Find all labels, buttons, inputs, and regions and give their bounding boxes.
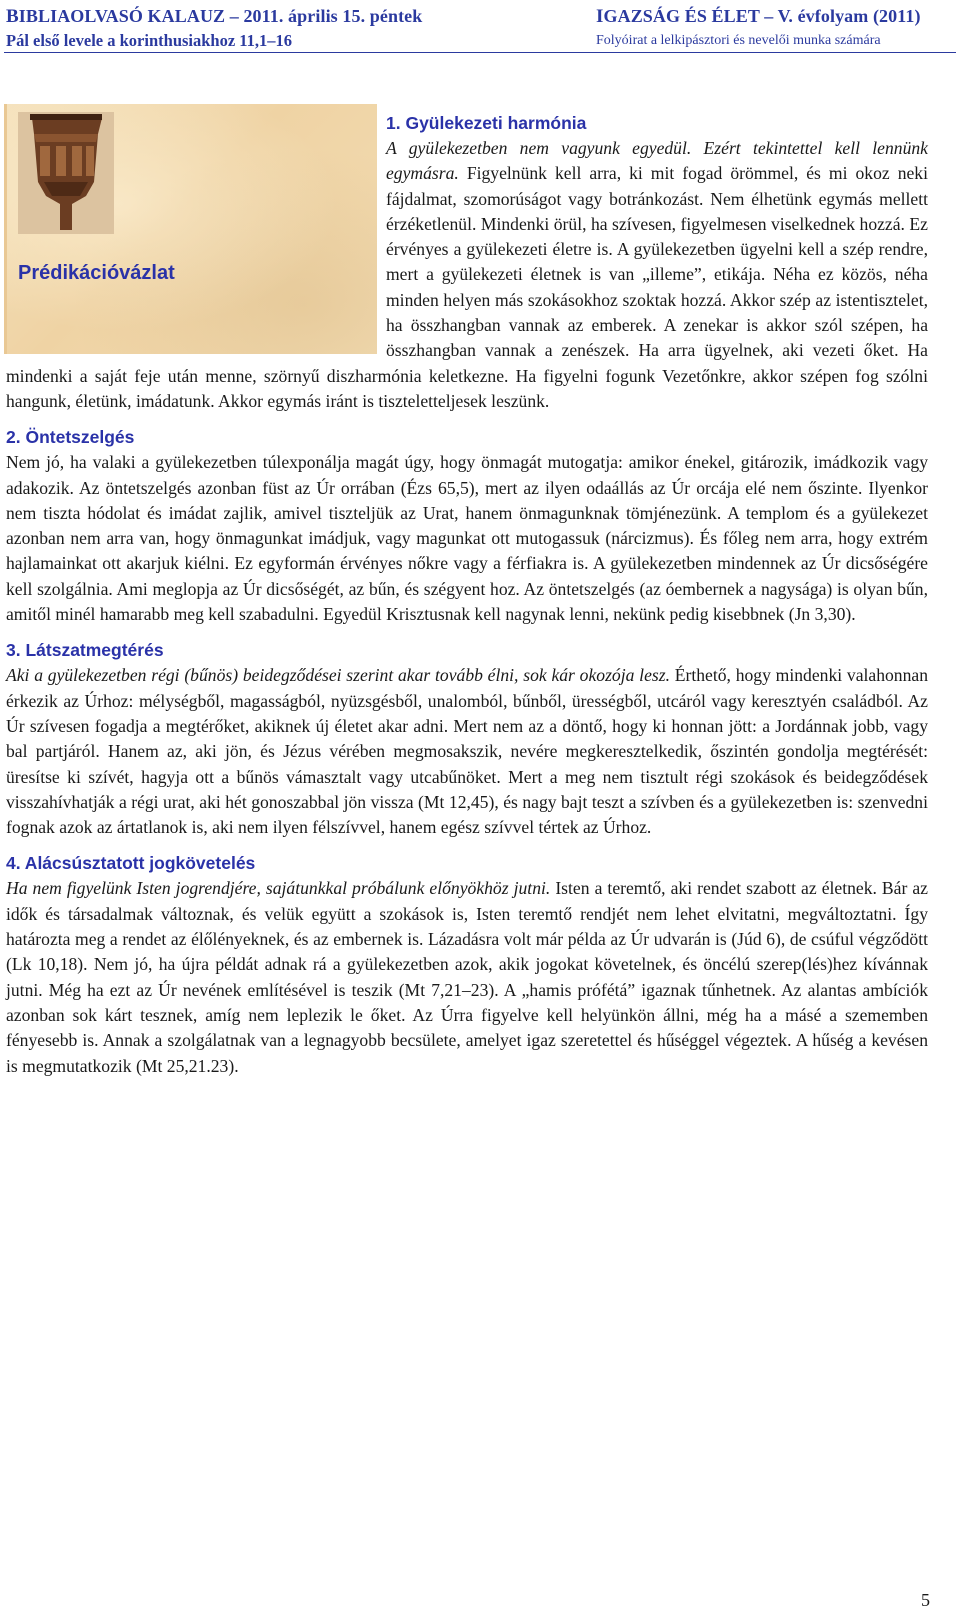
page-header <box>0 0 960 58</box>
page-number: 5 <box>921 1590 930 1610</box>
section-4-title: 4. Alácsúsztatott jogkövetelés <box>6 853 256 874</box>
journal-title: IGAZSÁG ÉS ÉLET – V. évfolyam (2011) <box>596 6 921 27</box>
section-3-text: Érthető, hogy mindenki valahonnan érkezik az Úrhoz: mélységből, magasságból, nyüzsgésből, unalomból, bűnből, ürességből, utcáról vagy keresztyén családból. Az Úr szívesen fogadja a megtérőket, akiknek új életet akar adni. Mert nem az a döntő, hogy ki honnan jött: a Jordánnak jobb, vagy bal partjáról. Hanem az, aki jön, és Jézus vérében megmosakszik, nevére megkeresztelkedik, őszintén gondolja megtérését: üresítse ki szívét, hagyja ott a bűnös vámasztalt vagy utcabűnöket. Mert a meg nem tisztult régi szokások és beidegződések visszahívhatják a régi urat, aki hét gonoszabbal jön vissza (Mt 12,45), és nagy bajt teszt a szívben és a gyülekezetben is: szenvedni fognak azok az ártatlanok is, aki nem ilyen félszívvel, hanem egész szívvel tértek az Úrhoz. <box>6 665 928 838</box>
section-1-lead: A gyülekezetben nem vagyunk egyedül. Ezért tekintettel kell lennünk egymásra. <box>386 138 928 184</box>
header-right <box>596 4 956 52</box>
journal-subtitle: Folyóirat a lelkipásztori és nevelői munka számára <box>596 33 881 48</box>
section-1-text: Figyelnünk kell arra, ki mit fogad örömmel, és mi okoz neki fájdalmat, szomorúságot vagy botránkozást. Nem élhetünk egymás mellett érzéketlenül. Mindenki örül, ha szívesen, figyelmesen viselkednek hozzá. Ez érvényes a gyülekezeti életre is. A gyülekezetben ügyelni kell a szép rendre, mert a gyülekezeti életnek is van „illeme”, etikája. Néha ez közös, néha minden helyen más szokásokhoz szoktak hozzá. Akkor szép az istentisztelet, ha összhangban vannak az emberek. A zenekar is akkor szól szépen, ha összhangban vannak a zenészek. Ha arra ügyelnek, aki vezeti őket. Ha mindenki a saját feje után menne, szörnyű diszharmónia keletkezne. Ha figyelni fogunk Vezetőnkre, akkor szépen fog szólni hangunk, életünk, imádatunk. Akkor egymás iránt is tiszteletteljesek leszünk. <box>6 163 928 411</box>
publication-title: BIBLIAOLVASÓ KALAUZ – 2011. április 15. péntek <box>6 6 423 27</box>
section-2-paragraph <box>6 450 928 627</box>
section-4-paragraph <box>6 876 928 1078</box>
sermon-outline-label: Prédikációvázlat <box>18 262 175 284</box>
section-4-lead: Ha nem figyelünk Isten jogrendjére, sajátunkkal próbálunk előnyökhöz jutni. <box>6 878 551 899</box>
section-2-text: Nem jó, ha valaki a gyülekezetben túlexponálja magát úgy, hogy önmagát mutogatja: amikor énekel, gitározik, imádkozik vagy adakozik. Az öntetszelgés azonban füst az Úr orrában (Ézs 65,5), mert az ilyen odaállás az Úr orcája elé nem őszinte. Ilyenkor nem tiszta hódolat és imádat zajlik, amivel tiszteljük az Urat, hanem önmagunknak tömjénezünk. A templom és a gyülekezet azonban nem arra van, hogy önmagunkat imádjuk, vagy magunkat ott mutogassuk (nárcizmus). És főleg nem arra, hogy extrém hajlamainkat ott akarjuk kiélni. Ez egyformán érvényes nőkre vagy a férfiakra is. A gyülekezetben mindennek az Úr dicsőségére kell szolgálnia. Ami meglopja az Úr dicsőségét, az bűn, és szégyent hoz. Az öntetszelgés (az óembernek a nagysága) is olyan bűn, amitől minél hamarabb meg kell szabadulni. Egyedül Krisztusnak kell nagynak lenni, nekünk pedig kisebbnek (Jn 3,30). <box>6 452 928 625</box>
bible-passage: Pál első levele a korinthusiakhoz 11,1–16 <box>6 31 293 50</box>
section-1-title: 1. Gyülekezeti harmónia <box>386 113 587 133</box>
header-left <box>6 4 476 52</box>
article-body <box>6 110 928 1079</box>
section-gap <box>6 627 928 637</box>
section-3-paragraph <box>6 663 928 840</box>
section-2-title: 2. Öntetszelgés <box>6 427 135 448</box>
section-gap <box>6 840 928 850</box>
section-4-text: Isten a teremtő, aki rendet szabott az életnek. Bár az idők és társadalmak változnak, és velük együtt a szokások is, Isten teremtő rendjét nem lehet elvitatni, megváltoztatni. Így határozta meg a rendet az élőlényeknek, és az embernek is. Lázadásra volt már példa az Úr udvarán is (Júd 6), de csúful végződött (Lk 10,18). Nem jó, ha újra példát adnak rá a gyülekezetben azok, akik jogokat követelnek, és öncélú szerep(lés)hez kívánnak jutni. Még ha ezt az Úr nevének említésével is teszik (Mt 7,21–23). A „hamis prófétá” igaznak tűnhetnek. Az alantas ambíciók azonban sok kárt tesznek, amíg nem leplezik le őket. Az Úrra figyelve kell helyünkön állni, még ha a másé a szememben fényesebb is. Annak a szolgálatnak van a legnagyobb becsülete, amelyet igaz szeretettel és hűséggel végeztek. A hűség a kevésen is megmutatkozik (Mt 25,21.23). <box>6 878 928 1076</box>
image-spacer <box>6 110 386 356</box>
header-divider <box>4 52 956 53</box>
section-3-lead: Aki a gyülekezetben régi (bűnös) beidegződései szerint akar tovább élni, sok kár okozója lesz. <box>6 665 670 686</box>
section-gap <box>6 414 928 424</box>
section-3-title: 3. Látszatmegtérés <box>6 640 164 661</box>
